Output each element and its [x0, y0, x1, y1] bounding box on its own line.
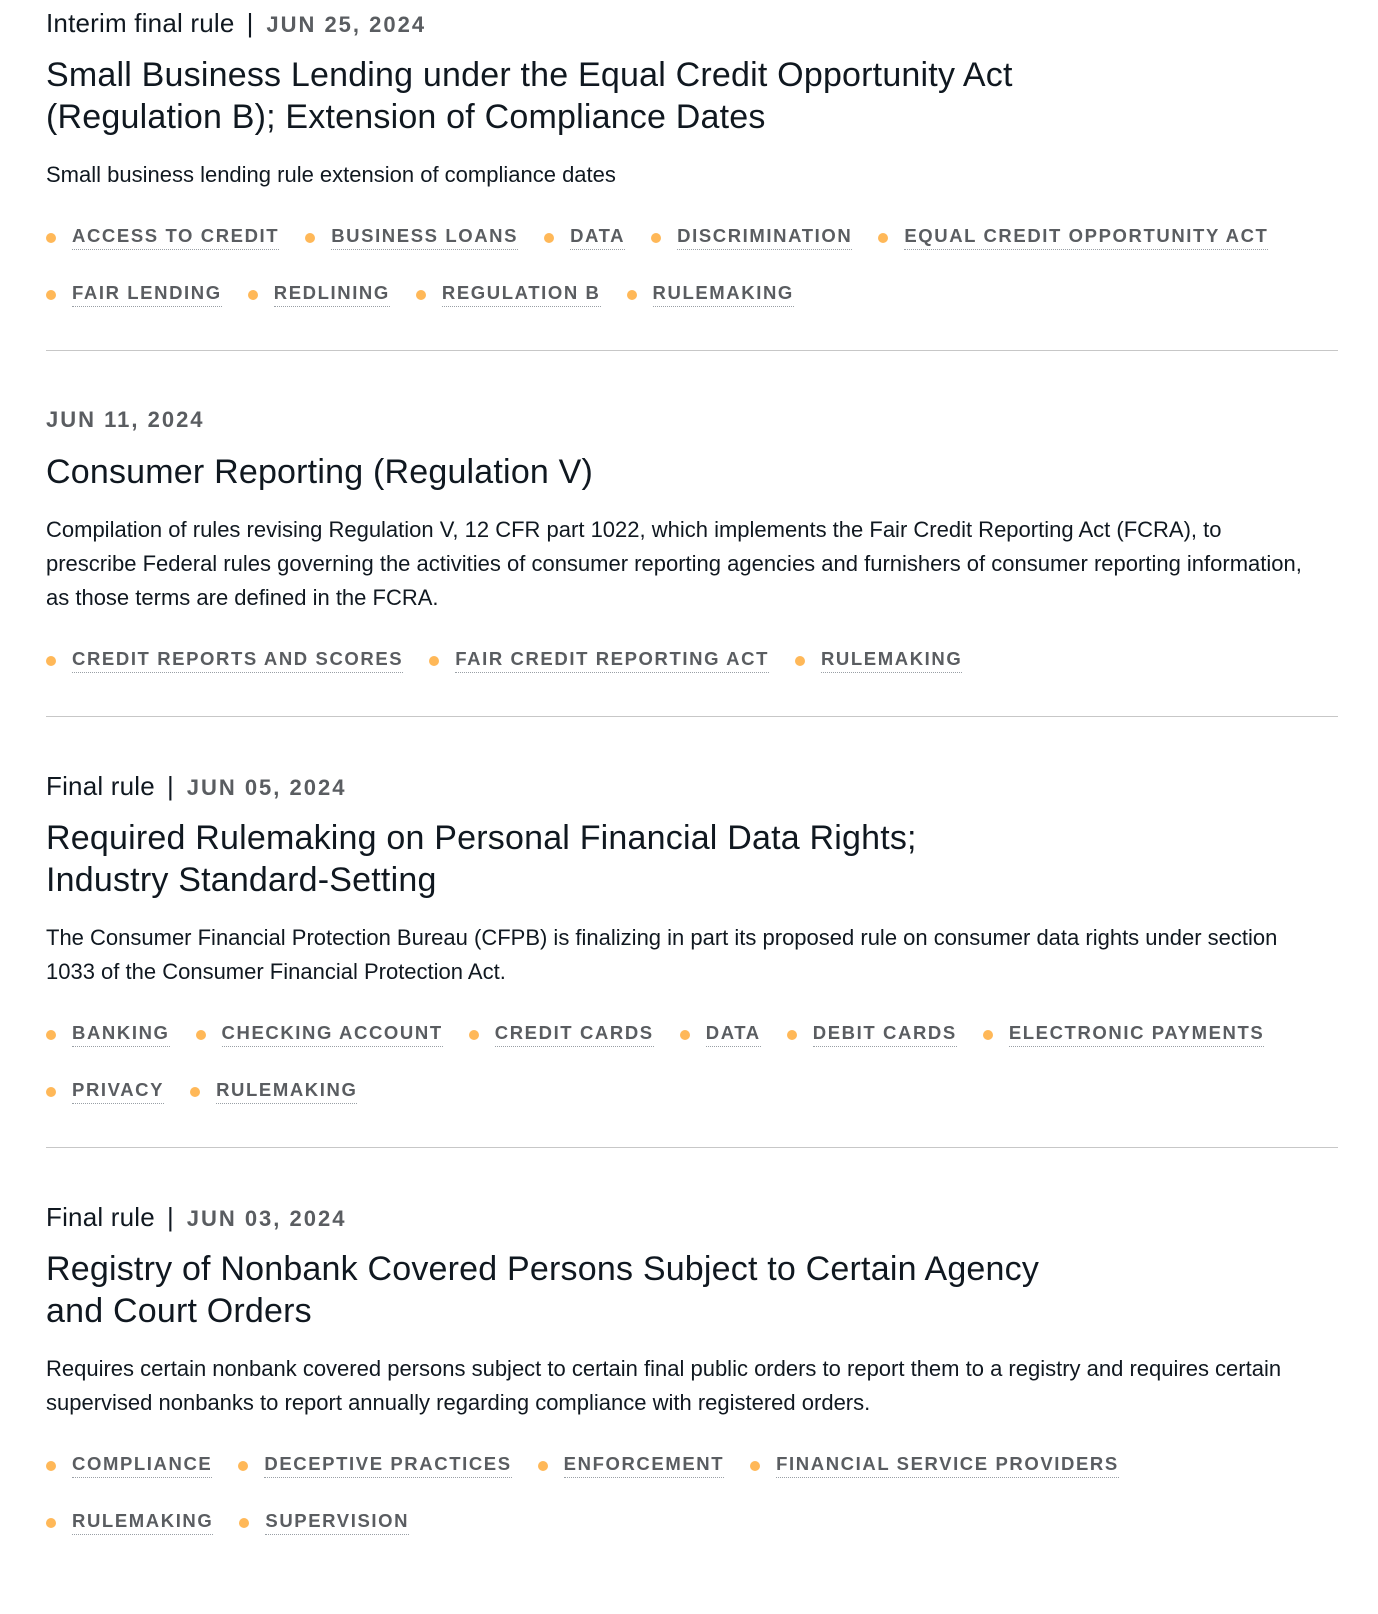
bullet-dot-icon: [46, 656, 56, 666]
tag-item: [248, 266, 390, 323]
result-item: [46, 351, 1338, 717]
document-type: Final rule: [46, 771, 155, 801]
tag-link[interactable]: CHECKING ACCOUNT: [222, 1022, 443, 1047]
bullet-dot-icon: [787, 1030, 797, 1040]
result-title-link[interactable]: Registry of Nonbank Covered Persons Subject to Certain Agency and Court Orders: [46, 1250, 1040, 1330]
tag-item: [46, 266, 222, 323]
tag-item: [750, 1437, 1119, 1494]
tag-item: [46, 632, 403, 689]
tag-item: [416, 266, 601, 323]
tag-item: [46, 1494, 213, 1551]
bullet-dot-icon: [238, 1461, 248, 1471]
meta-separator: |: [246, 8, 254, 38]
tag-item: [627, 266, 794, 323]
bullet-dot-icon: [651, 233, 661, 243]
tag-link[interactable]: ELECTRONIC PAYMENTS: [1009, 1022, 1265, 1047]
tag-link[interactable]: ACCESS TO CREDIT: [72, 225, 279, 250]
result-meta: [46, 403, 1338, 437]
result-description: The Consumer Financial Protection Bureau (CFPB) is finalizing in part its proposed rule on consumer data rights under section 1033 of the Consumer Financial Protection Act.: [46, 925, 1278, 984]
tag-item: [46, 1063, 164, 1120]
bullet-dot-icon: [305, 233, 315, 243]
result-meta: [46, 6, 1338, 40]
tag-item: [429, 632, 769, 689]
result-description: Compilation of rules revising Regulation V, 12 CFR part 1022, which implements the Fair Credit Reporting Act (FCRA), to prescribe Federal rules governing the activities of consumer reporting agencies and furnishers of consumer reporting information, as those terms are defined in the FCRA.: [46, 517, 1302, 610]
bullet-dot-icon: [544, 233, 554, 243]
tag-link[interactable]: DATA: [706, 1022, 761, 1047]
tag-link[interactable]: DECEPTIVE PRACTICES: [264, 1453, 511, 1478]
tag-item: [787, 1006, 957, 1063]
result-title-link[interactable]: Small Business Lending under the Equal Credit Opportunity Act (Regulation B); Extension of Compliance Dates: [46, 56, 1013, 136]
tag-item: [795, 632, 962, 689]
tag-link[interactable]: RULEMAKING: [821, 648, 962, 673]
tag-link[interactable]: FAIR CREDIT REPORTING ACT: [455, 648, 769, 673]
tag-link[interactable]: ENFORCEMENT: [564, 1453, 724, 1478]
result-description: Small business lending rule extension of compliance dates: [46, 162, 616, 187]
result-title-link[interactable]: Consumer Reporting (Regulation V): [46, 453, 594, 491]
tag-link[interactable]: FAIR LENDING: [72, 282, 222, 307]
tag-item: [305, 209, 518, 266]
tag-link[interactable]: DATA: [570, 225, 625, 250]
bullet-dot-icon: [878, 233, 888, 243]
tag-item: [878, 209, 1268, 266]
bullet-dot-icon: [416, 290, 426, 300]
tag-link[interactable]: BANKING: [72, 1022, 170, 1047]
tag-item: [238, 1437, 511, 1494]
bullet-dot-icon: [46, 1518, 56, 1528]
tag-item: [46, 1437, 212, 1494]
document-type: Interim final rule: [46, 8, 235, 38]
bullet-dot-icon: [46, 290, 56, 300]
bullet-dot-icon: [46, 233, 56, 243]
bullet-dot-icon: [538, 1461, 548, 1471]
bullet-dot-icon: [46, 1087, 56, 1097]
result-item: [46, 0, 1338, 351]
document-type: Final rule: [46, 1202, 155, 1232]
tag-link[interactable]: CREDIT REPORTS AND SCORES: [72, 648, 403, 673]
result-date: JUN 11, 2024: [46, 407, 205, 432]
tag-list: [46, 209, 1338, 323]
tag-list: [46, 1437, 1338, 1551]
tag-link[interactable]: REGULATION B: [442, 282, 601, 307]
bullet-dot-icon: [190, 1087, 200, 1097]
result-date: JUN 25, 2024: [266, 12, 427, 37]
result-item: [46, 717, 1338, 1148]
tag-link[interactable]: REDLINING: [274, 282, 390, 307]
result-date: JUN 05, 2024: [186, 775, 347, 800]
tag-list: [46, 632, 1338, 689]
tag-link[interactable]: DISCRIMINATION: [677, 225, 852, 250]
tag-item: [538, 1437, 724, 1494]
tag-list: [46, 1006, 1338, 1120]
tag-item: [239, 1494, 409, 1551]
tag-link[interactable]: EQUAL CREDIT OPPORTUNITY ACT: [904, 225, 1268, 250]
tag-link[interactable]: SUPERVISION: [265, 1510, 409, 1535]
bullet-dot-icon: [680, 1030, 690, 1040]
bullet-dot-icon: [239, 1518, 249, 1528]
result-date: JUN 03, 2024: [186, 1206, 347, 1231]
tag-link[interactable]: DEBIT CARDS: [813, 1022, 957, 1047]
tag-link[interactable]: PRIVACY: [72, 1079, 164, 1104]
tag-item: [651, 209, 852, 266]
tag-link[interactable]: BUSINESS LOANS: [331, 225, 518, 250]
tag-link[interactable]: CREDIT CARDS: [495, 1022, 654, 1047]
tag-item: [544, 209, 625, 266]
bullet-dot-icon: [248, 290, 258, 300]
bullet-dot-icon: [983, 1030, 993, 1040]
result-item: [46, 1148, 1338, 1578]
bullet-dot-icon: [627, 290, 637, 300]
result-description: Requires certain nonbank covered persons subject to certain final public orders to report them to a registry and requires certain supervised nonbanks to report annually regarding compliance with registered orders.: [46, 1356, 1282, 1415]
bullet-dot-icon: [46, 1030, 56, 1040]
tag-link[interactable]: RULEMAKING: [216, 1079, 357, 1104]
bullet-dot-icon: [429, 656, 439, 666]
tag-item: [983, 1006, 1265, 1063]
meta-separator: |: [166, 1202, 174, 1232]
tag-item: [190, 1063, 357, 1120]
tag-item: [469, 1006, 654, 1063]
bullet-dot-icon: [469, 1030, 479, 1040]
meta-separator: |: [166, 771, 174, 801]
result-title-link[interactable]: Required Rulemaking on Personal Financial Data Rights; Industry Standard-Setting: [46, 819, 917, 899]
tag-link[interactable]: COMPLIANCE: [72, 1453, 212, 1478]
bullet-dot-icon: [196, 1030, 206, 1040]
tag-link[interactable]: RULEMAKING: [653, 282, 794, 307]
results-list: [46, 0, 1338, 1578]
bullet-dot-icon: [46, 1461, 56, 1471]
tag-link[interactable]: RULEMAKING: [72, 1510, 213, 1535]
tag-link[interactable]: FINANCIAL SERVICE PROVIDERS: [776, 1453, 1119, 1478]
result-meta: [46, 769, 1338, 803]
tag-item: [46, 209, 279, 266]
tag-item: [46, 1006, 170, 1063]
tag-item: [680, 1006, 761, 1063]
result-meta: [46, 1200, 1338, 1234]
bullet-dot-icon: [795, 656, 805, 666]
bullet-dot-icon: [750, 1461, 760, 1471]
tag-item: [196, 1006, 443, 1063]
